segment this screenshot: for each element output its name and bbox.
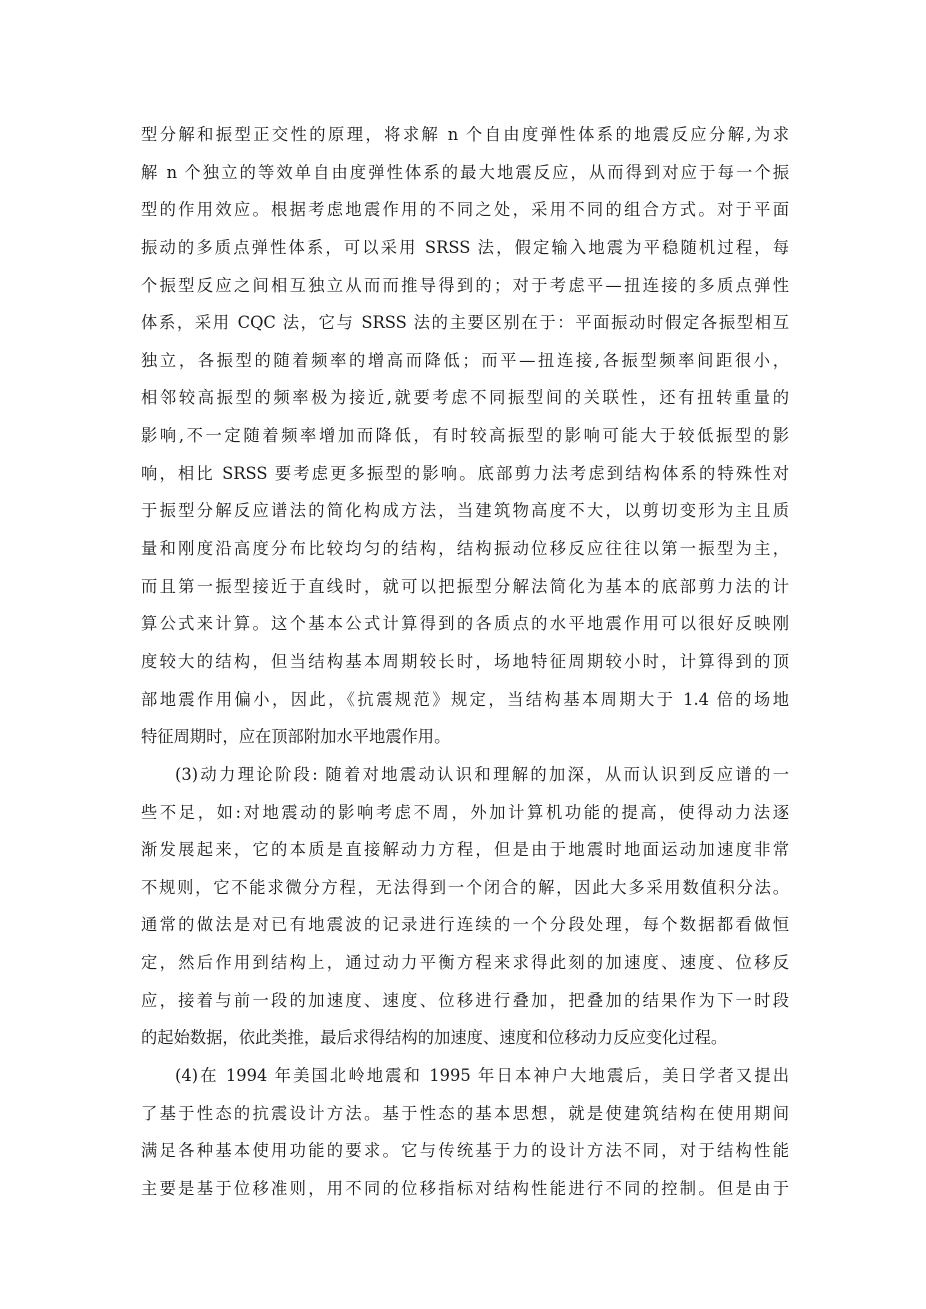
text-line: 特征周期时，应在顶部附加水平地震作用。 <box>141 727 451 747</box>
body-text <box>141 116 789 1208</box>
text-line: (4)在 1994 年美国北岭地震和 1995 年日本神户大地震后，美日学者又提出 <box>175 1066 789 1086</box>
text-line: 主要是基于位移准则，用不同的位移指标对结构性能进行不同的控制。但是由于 <box>141 1178 789 1198</box>
text-line: 解 n 个独立的等效单自由度弹性体系的最大地震反应，从而得到对应于每一个振 <box>141 162 789 182</box>
text-line: 算公式来计算。这个基本公式计算得到的各质点的水平地震作用可以很好反映刚 <box>141 614 789 634</box>
text-line: 于振型分解反应谱法的简化构成方法，当建筑物高度不大，以剪切变形为主且质 <box>141 501 789 521</box>
text-line: 渐发展起来，它的本质是直接解动力方程，但是由于地震时地面运动加速度非常 <box>141 840 789 860</box>
text-line: 型分解和振型正交性的原理，将求解 n 个自由度弹性体系的地震反应分解,为求 <box>141 125 789 144</box>
text-line: 而且第一振型接近于直线时，就可以把振型分解法简化为基本的底部剪力法的计 <box>141 576 789 596</box>
text-line: 响，相比 SRSS 要考虑更多振型的影响。底部剪力法考虑到结构体系的特殊性对 <box>141 463 789 483</box>
text-line: 些不足，如:对地震动的影响考虑不周，外加计算机功能的提高，使得动力法逐 <box>141 802 789 822</box>
text-line: 不规则，它不能求微分方程，无法得到一个闭合的解，因此大多采用数值积分法。 <box>141 877 789 897</box>
text-line: 定，然后作用到结构上，通过动力平衡方程来求得此刻的加速度、速度、位移反 <box>141 953 789 973</box>
text-line: 体系，采用 CQC 法，它与 SRSS 法的主要区别在于：平面振动时假定各振型相互 <box>141 313 789 333</box>
text-line: 量和刚度沿高度分布比较均匀的结构，结构振动位移反应往往以第一振型为主， <box>141 539 789 559</box>
text-line: 独立，各振型的随着频率的增高而降低；而平—扭连接,各振型频率间距很小， <box>141 350 789 370</box>
paragraph-1 <box>141 116 789 756</box>
text-line: 的起始数据，依此类推，最后求得结构的加速度、速度和位移动力反应变化过程。 <box>141 1028 728 1048</box>
text-line: 了基于性态的抗震设计方法。基于性态的基本思想，就是使建筑结构在使用期间 <box>141 1103 789 1123</box>
text-line: 部地震作用偏小，因此，《抗震规范》规定，当结构基本周期大于 1.4 倍的场地 <box>141 689 789 709</box>
text-line: 满足各种基本使用功能的要求。它与传统基于力的设计方法不同，对于结构性能 <box>141 1141 789 1161</box>
text-line: 度较大的结构，但当结构基本周期较长时，场地特征周期较小时，计算得到的顶 <box>141 651 789 671</box>
text-line: (3)动力理论阶段: 随着对地震动认识和理解的加深，从而认识到反应谱的一 <box>175 764 789 784</box>
text-line: 相邻较高振型的频率极为接近,就要考虑不同振型间的关联性，还有扭转重量的 <box>141 388 789 408</box>
text-line: 型的作用效应。根据考虑地震作用的不同之处，采用不同的组合方式。对于平面 <box>141 200 789 220</box>
text-line: 通常的做法是对已有地震波的记录进行连续的一个分段处理，每个数据都看做恒 <box>141 915 789 935</box>
paragraph-3 <box>141 1057 789 1208</box>
paragraph-2 <box>141 756 789 1057</box>
text-line: 影响,不一定随着频率增加而降低，有时较高振型的影响可能大于较低振型的影 <box>141 426 789 446</box>
text-line: 个振型反应之间相互独立从而而推导得到的；对于考虑平—扭连接的多质点弹性 <box>141 275 789 295</box>
text-line: 应，接着与前一段的加速度、速度、位移进行叠加，把叠加的结果作为下一时段 <box>141 990 789 1010</box>
text-line: 振动的多质点弹性体系，可以采用 SRSS 法，假定输入地震为平稳随机过程，每 <box>141 237 789 257</box>
